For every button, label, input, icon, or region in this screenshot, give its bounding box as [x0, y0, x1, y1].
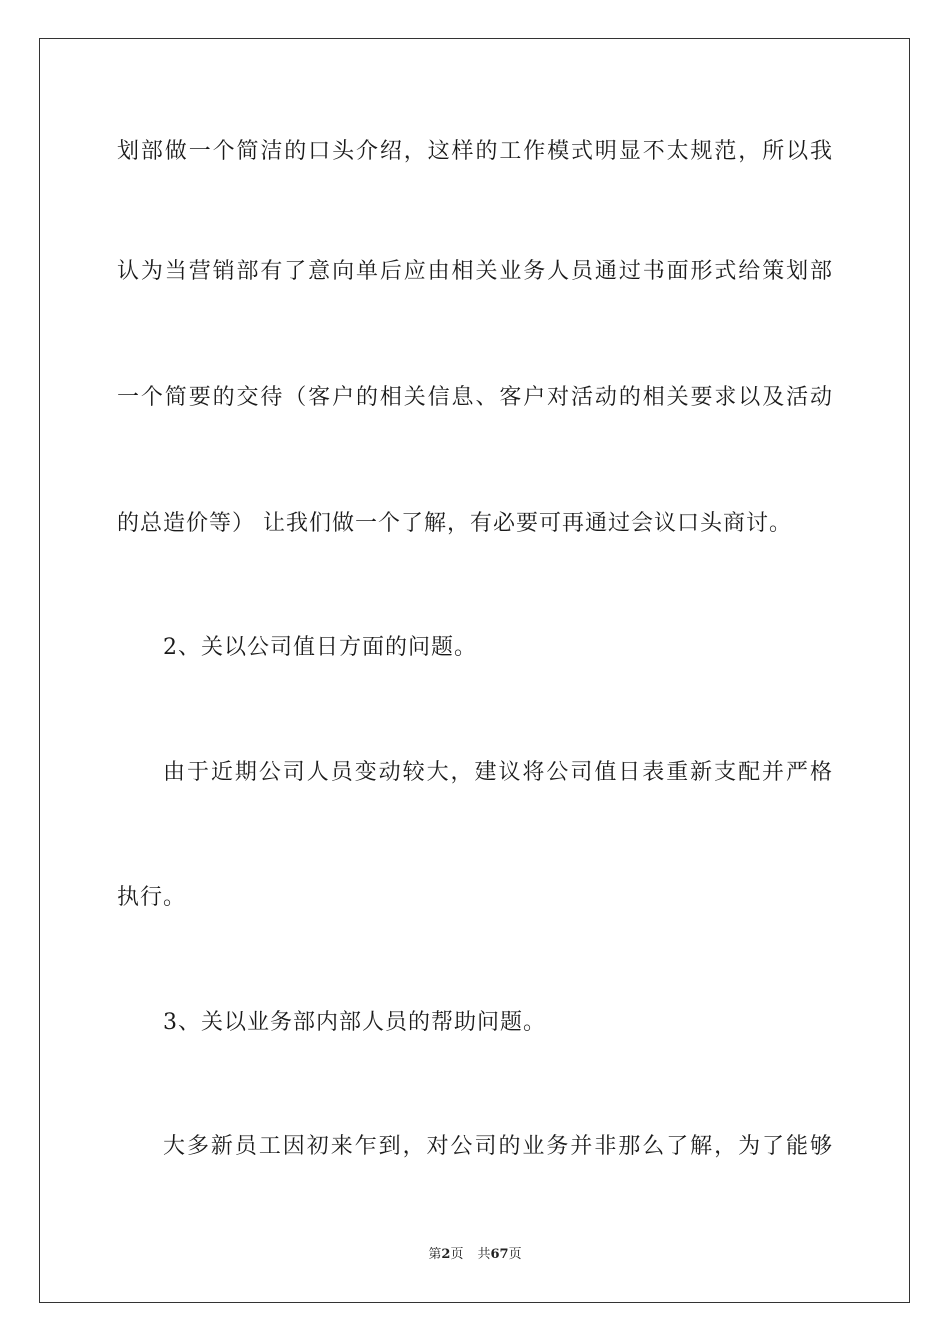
- paragraph-line: 执行。: [117, 885, 187, 910]
- paragraph-line: 由于近期公司人员变动较大，建议将公司值日表重新支配并严格: [163, 760, 833, 785]
- total-pages: 67: [490, 1247, 509, 1262]
- page-label-suffix: 页: [450, 1247, 464, 1262]
- page-label-prefix: 第: [428, 1247, 442, 1262]
- section-heading: 3、关以业务部内部人员的帮助问题。: [163, 1010, 546, 1035]
- total-label-prefix: 共: [477, 1247, 491, 1262]
- page-border: [39, 38, 910, 1303]
- paragraph-line: 一个简要的交待（客户的相关信息、客户对活动的相关要求以及活动: [117, 385, 833, 410]
- paragraph-line: 认为当营销部有了意向单后应由相关业务人员通过书面形式给策划部: [117, 259, 833, 284]
- total-label-suffix: 页: [508, 1247, 522, 1262]
- paragraph-line: 大多新员工因初来乍到，对公司的业务并非那么了解，为了能够: [163, 1134, 833, 1159]
- paragraph-line: 的总造价等） 让我们做一个了解，有必要可再通过会议口头商讨。: [117, 511, 792, 536]
- paragraph-line: 划部做一个简洁的口头介绍，这样的工作模式明显不太规范，所以我: [117, 139, 833, 164]
- page-footer: [0, 1246, 950, 1264]
- section-heading: 2、关以公司值日方面的问题。: [163, 635, 477, 660]
- page-number: 2: [441, 1247, 451, 1262]
